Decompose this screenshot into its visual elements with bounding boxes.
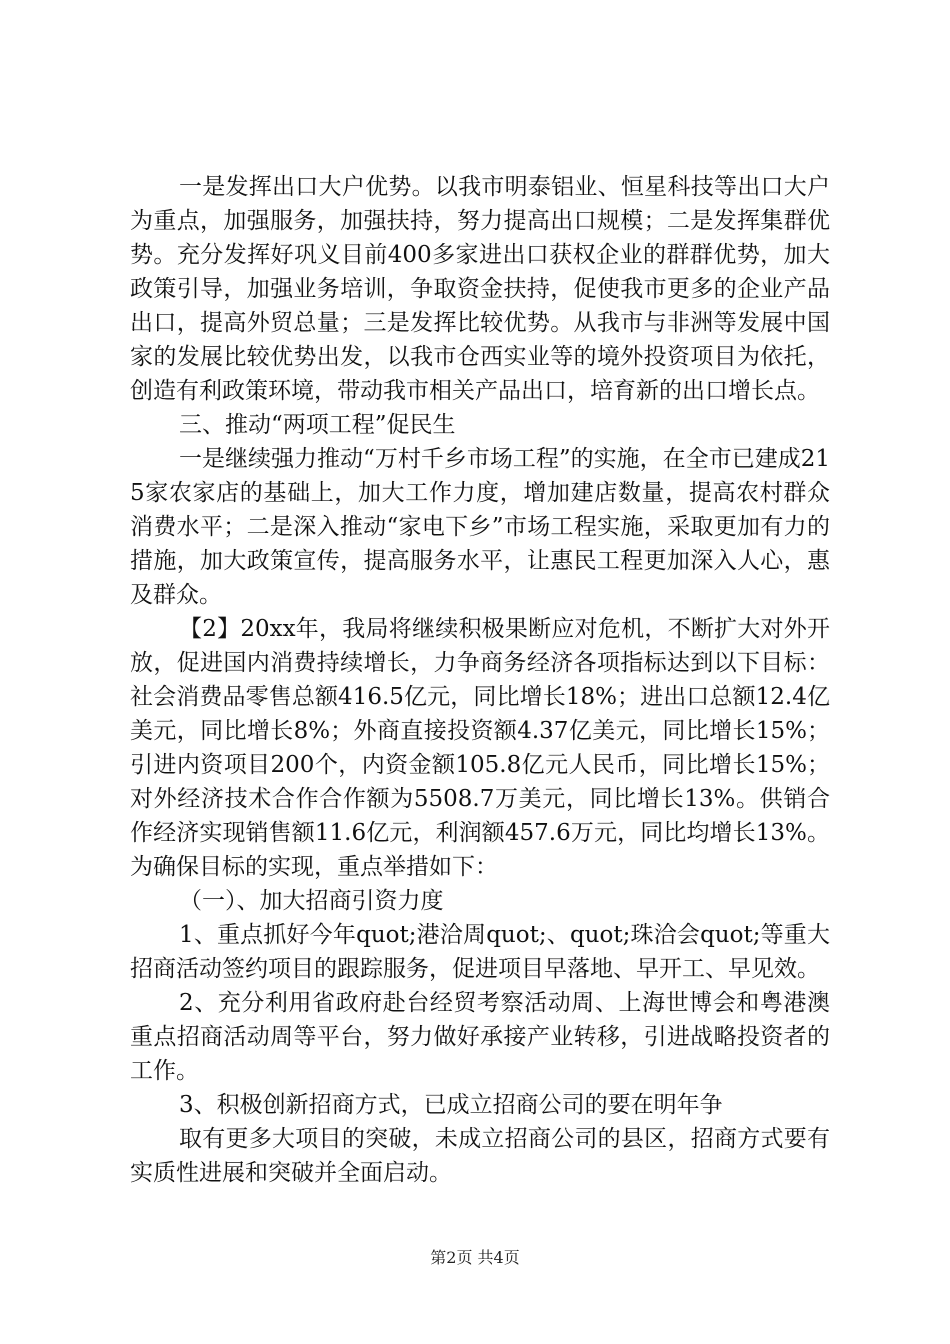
list-item-3: 3、积极创新招商方式，已成立招商公司的要在明年争 xyxy=(179,1092,723,1118)
document-body xyxy=(130,170,830,1190)
paragraph-export-advantages: 一是发挥出口大户优势。以我市明泰铝业、恒星科技等出口大户为重点，加强服务，加强扶持，努力提高出口规模；二是发挥集群优势。充分发挥好巩义目前400多家进出口获权企业的群群优势，加大政策引导，加强业务培训，争取资金扶持，促使我市更多的企业产品出口，提高外贸总量；三是发挥比较优势。从我市与非洲等发展中国家的发展比较优势出发，以我市仓西实业等的境外投资项目为依托，创造有利政策环境，带动我市相关产品出口，培育新的出口增长点。 xyxy=(130,174,830,404)
list-item-2: 2、充分利用省政府赴台经贸考察活动周、上海世博会和粤港澳重点招商活动周等平台，努力做好承接产业转移，引进战略投资者的工作。 xyxy=(130,990,830,1084)
paragraph-rural-market: 一是继续强力推动“万村千乡市场工程”的实施，在全市已建成215家农家店的基础上，加大工作力度，增加建店数量，提高农村群众消费水平；二是深入推动“家电下乡”市场工程实施，采取更加有力的措施，加大政策宣传，提高服务水平，让惠民工程更加深入人心，惠及群众。 xyxy=(130,446,830,608)
page-footer: 第2页 共4页 xyxy=(430,1248,520,1267)
section-heading-investment: （一）、加大招商引资力度 xyxy=(179,888,444,914)
section-heading-two-projects: 三、推动“两项工程”促民生 xyxy=(179,412,456,438)
list-item-1: 1、重点抓好今年quot;港洽周quot;、quot;珠洽会quot;等重大招商活动签约项目的跟踪服务，促进项目早落地、早开工、早见效。 xyxy=(130,922,830,982)
paragraph-targets: 【2】20xx年，我局将继续积极果断应对危机，不断扩大对外开放，促进国内消费持续增长，力争商务经济各项指标达到以下目标：社会消费品零售总额416.5亿元，同比增长18%；进出口总额12.4亿美元，同比增长8%；外商直接投资额4.37亿美元，同比增长15%；引进内资项目200个，内资金额105.8亿元人民币，同比增长15%；对外经济技术合作合作额为5508.7万美元，同比增长13%。供销合作经济实现销售额11.6亿元，利润额457.6万元，同比均增长13%。为确保目标的实现，重点举措如下： xyxy=(130,616,830,880)
list-item-3-continued: 取有更多大项目的突破，未成立招商公司的县区，招商方式要有实质性进展和突破并全面启动。 xyxy=(130,1126,830,1186)
